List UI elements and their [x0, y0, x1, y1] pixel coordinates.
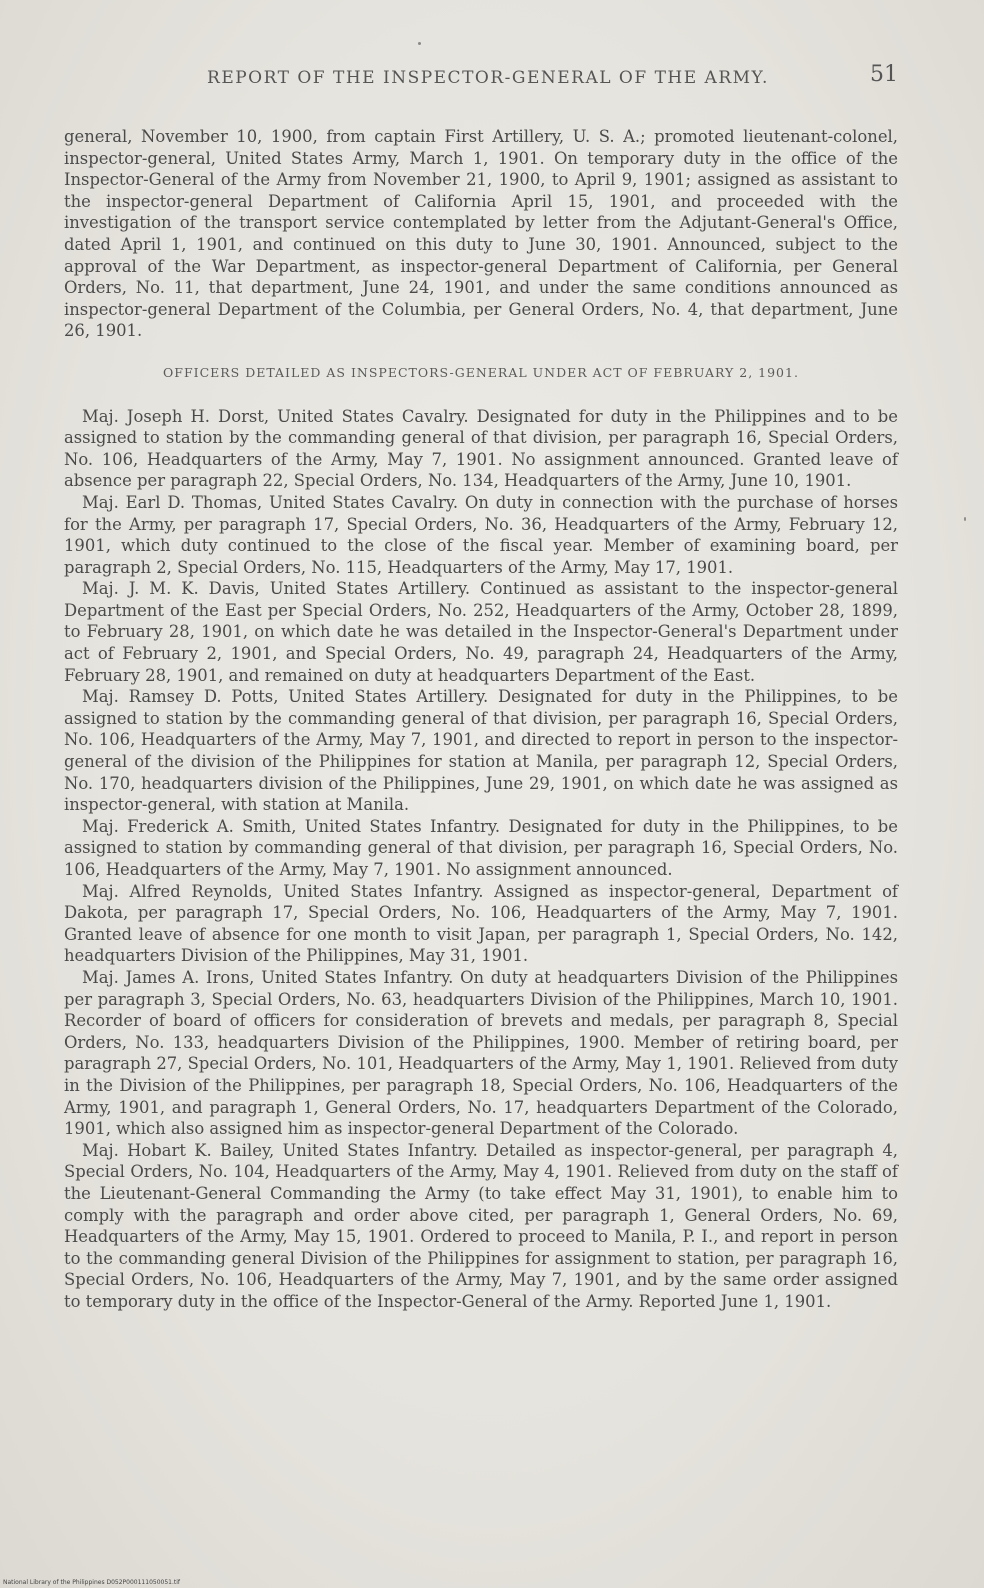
print-speck: [418, 42, 421, 45]
section-heading: OFFICERS DETAILED AS INSPECTORS-GENERAL UNDER ACT OF FEBRUARY 2, 1901.: [163, 364, 799, 380]
page-header: [64, 64, 898, 92]
paragraph-smith: Maj. Frederick A. Smith, United States Infantry. Designated for duty in the Philippines, to be assigned to station by commanding general of that division, per paragraph 16, Special Orders, No. 106, Headquarters of the Army, May 7, 1901. No assignment announced.: [64, 816, 898, 879]
running-head: REPORT OF THE INSPECTOR-GENERAL OF THE ARMY.: [207, 68, 769, 88]
scan-credit: National Library of the Philippines D052P000111050051.tif: [3, 1579, 181, 1586]
paragraph-bailey: Maj. Hobart K. Bailey, United States Infantry. Detailed as inspector-general, per paragraph 4, Special Orders, No. 104, Headquarters of the Army, May 4, 1901. Relieved from duty on the staff of the Lieutenant-General Commanding the Army (to take effect May 31, 1901), to enable him to comply with the paragraph and order above cited, per paragraph 1, General Orders, No. 69, Headquarters of the Army, May 15, 1901. Ordered to proceed to Manila, P. I., and report in person to the commanding general Division of the Philippines for assignment to station, per paragraph 16, Special Orders, No. 106, Headquarters of the Army, May 7, 1901, and by the same order assigned to temporary duty in the office of the Inspector-General of the Army. Reported June 1, 1901.: [64, 1140, 898, 1311]
print-speck: [964, 517, 966, 521]
paragraph-thomas: Maj. Earl D. Thomas, United States Cavalry. On duty in connection with the purchase of horses for the Army, per paragraph 17, Special Orders, No. 36, Headquarters of the Army, February 12, 1901, which duty continued to the close of the fiscal year. Member of examining board, per paragraph 2, Special Orders, No. 115, Headquarters of the Army, May 17, 1901.: [64, 492, 898, 577]
body-text: [64, 126, 898, 1312]
page-number: 51: [870, 62, 898, 87]
paragraph-continuation: general, November 10, 1900, from captain First Artillery, U. S. A.; promoted lieutenant-colonel, inspector-general, United States Army, March 1, 1901. On temporary duty in the office of the Inspector-General of the Army from November 21, 1900, to April 9, 1901; assigned as assistant to the inspector-general Department of California April 15, 1901, and proceeded with the investigation of the transport service contemplated by letter from the Adjutant-General's Office, dated April 1, 1901, and continued on this duty to June 30, 1901. Announced, subject to the approval of the War Department, as inspector-general Department of California, per General Orders, No. 11, that department, June 24, 1901, and under the same conditions announced as inspector-general Department of the Columbia, per General Orders, No. 4, that department, June 26, 1901.: [64, 127, 898, 341]
paragraph-davis: Maj. J. M. K. Davis, United States Artillery. Continued as assistant to the inspector-general Department of the East per Special Orders, No. 252, Headquarters of the Army, October 28, 1899, to February 28, 1901, on which date he was detailed in the Inspector-General's Department under act of February 2, 1901, and Special Orders, No. 49, paragraph 24, Headquarters of the Army, February 28, 1901, and remained on duty at headquarters Department of the East.: [64, 579, 898, 685]
paragraph-irons: Maj. James A. Irons, United States Infantry. On duty at headquarters Division of the Philippines per paragraph 3, Special Orders, No. 63, headquarters Division of the Philippines, March 10, 1901. Recorder of board of officers for consideration of brevets and medals, per paragraph 8, Special Orders, No. 133, headquarters Division of the Philippines, 1900. Member of retiring board, per paragraph 27, Special Orders, No. 101, Headquarters of the Army, May 1, 1901. Relieved from duty in the Division of the Philippines, per paragraph 18, Special Orders, No. 106, Headquarters of the Army, 1901, and paragraph 1, General Orders, No. 17, headquarters Department of the Colorado, 1901, which also assigned him as inspector-general Department of the Colorado.: [64, 967, 898, 1139]
paragraph-dorst: Maj. Joseph H. Dorst, United States Cavalry. Designated for duty in the Philippines and to be assigned to station by the commanding general of that division, per paragraph 16, Special Orders, No. 106, Headquarters of the Army, May 7, 1901. No assignment announced. Granted leave of absence per paragraph 22, Special Orders, No. 134, Headquarters of the Army, June 10, 1901.: [64, 406, 898, 491]
paragraph-potts: Maj. Ramsey D. Potts, United States Artillery. Designated for duty in the Philippines, to be assigned to station by the commanding general of that division, per paragraph 16, Special Orders, No. 106, Headquarters of the Army, May 7, 1901, and directed to report in person to the inspector-general of the division of the Philippines for station at Manila, per paragraph 12, Special Orders, No. 170, headquarters division of the Philippines, June 29, 1901, on which date he was assigned as inspector-general, with station at Manila.: [64, 687, 898, 815]
paragraph-reynolds: Maj. Alfred Reynolds, United States Infantry. Assigned as inspector-general, Department of Dakota, per paragraph 17, Special Orders, No. 106, Headquarters of the Army, May 7, 1901. Granted leave of absence for one month to visit Japan, per paragraph 1, Special Orders, No. 142, headquarters Division of the Philippines, May 31, 1901.: [64, 881, 898, 966]
